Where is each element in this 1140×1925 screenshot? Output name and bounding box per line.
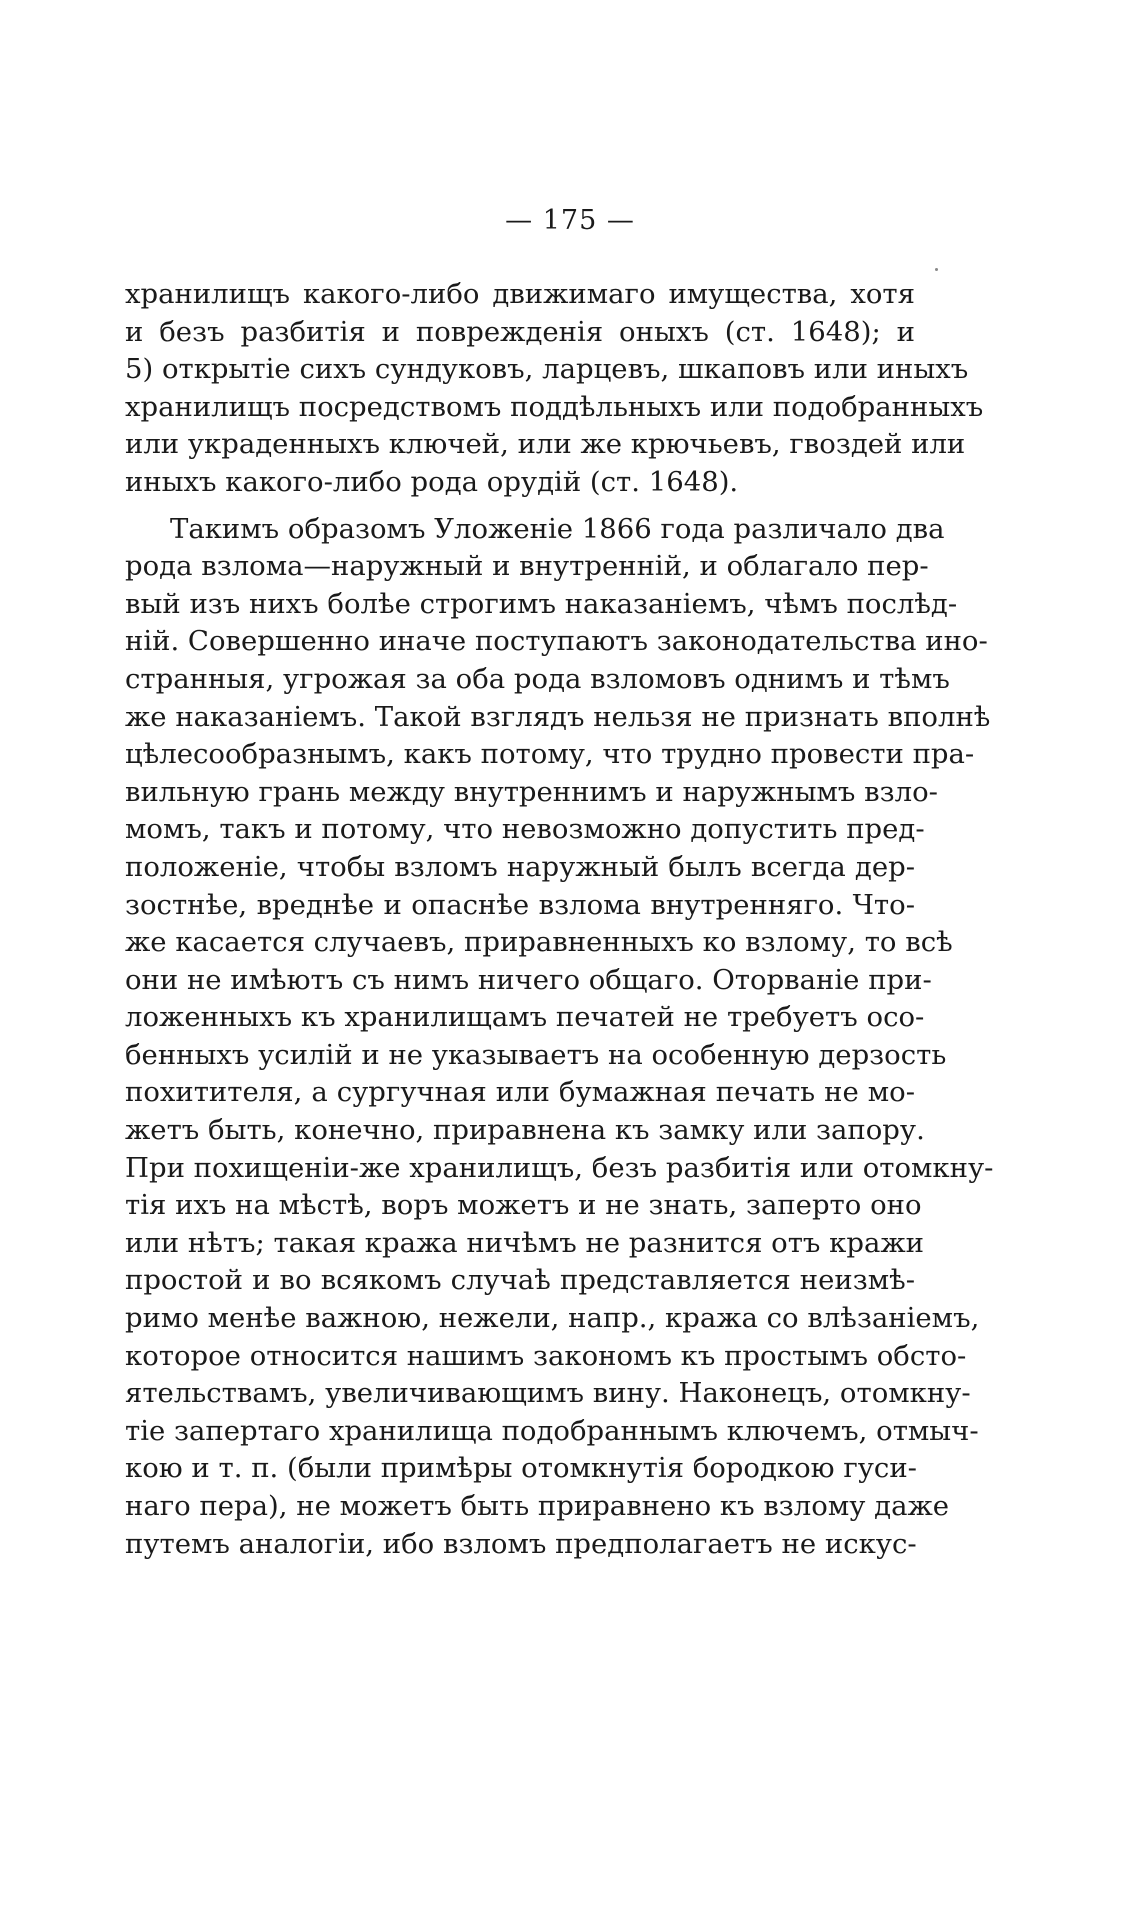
- text-line: иныхъ какого-либо рода орудій (ст. 1648).: [125, 465, 739, 498]
- paragraph-2: [125, 511, 994, 1564]
- text-line: похитителя, а сургучная или бумажная печать не мо-: [125, 1076, 915, 1109]
- text-line: римо менѣе важною, нежели, напр., кража со влѣзаніемъ,: [125, 1302, 980, 1335]
- text-line: странныя, угрожая за оба рода взломовъ однимъ и тѣмъ: [125, 662, 950, 695]
- text-line: зостнѣе, вреднѣе и опаснѣе взлома внутренняго. Что-: [125, 888, 915, 921]
- text-line: хранилищъ какого-либо движимаго имущества, хотя: [125, 278, 915, 310]
- text-line: Такимъ образомъ Уложеніе 1866 года различало два: [170, 512, 945, 545]
- text-line: же наказаніемъ. Такой взглядъ нельзя не признать вполнѣ: [125, 700, 991, 733]
- text-line: и безъ разбитія и поврежденія оныхъ (ст. 1648); и: [125, 315, 915, 348]
- text-line: ложенныхъ къ хранилищамъ печатей не требуетъ осо-: [125, 1001, 925, 1034]
- paragraph-gap: [125, 502, 915, 511]
- text-line: рода взлома—наружный и внутренній, и облагало пер-: [125, 550, 929, 583]
- paragraph-1: [125, 276, 984, 502]
- text-line: вый изъ нихъ болѣе строгимъ наказаніемъ, чѣмъ послѣд-: [125, 587, 958, 620]
- text-line: или нѣтъ; такая кража ничѣмъ не разнится отъ кражи: [125, 1226, 924, 1259]
- text-line: тіе запертаго хранилища подобраннымъ ключемъ, отмыч-: [125, 1414, 979, 1447]
- text-line: ній. Совершенно иначе поступаютъ законодательства ино-: [125, 625, 988, 658]
- text-line: которое относится нашимъ закономъ къ простымъ обсто-: [125, 1339, 967, 1372]
- text-line: вильную грань между внутреннимъ и наружнымъ взло-: [125, 775, 938, 808]
- text-line: они не имѣютъ съ нимъ ничего общаго. Оторваніе при-: [125, 963, 932, 996]
- text-line: или украденныхъ ключей, или же крючьевъ, гвоздей или: [125, 428, 966, 461]
- text-line: момъ, такъ и потому, что невозможно допустить пред-: [125, 813, 925, 846]
- text-line: путемъ аналогіи, ибо взломъ предполагаетъ не искус-: [125, 1527, 917, 1560]
- text-line: ятельствамъ, увеличивающимъ вину. Наконецъ, отомкну-: [125, 1377, 971, 1410]
- text-line: При похищеніи-же хранилищъ, безъ разбитія или отомкну-: [125, 1151, 994, 1184]
- paper-speck: [935, 268, 938, 271]
- text-line: 5) открытіе сихъ сундуковъ, ларцевъ, шкаповъ или иныхъ: [125, 353, 969, 386]
- text-line: тія ихъ на мѣстѣ, воръ можетъ и не знать, заперто оно: [125, 1189, 922, 1222]
- text-line: же касается случаевъ, приравненныхъ ко взлому, то всѣ: [125, 926, 953, 959]
- text-line: наго пера), не можетъ быть приравнено къ взлому даже: [125, 1490, 950, 1522]
- text-line: хранилищъ посредствомъ поддѣльныхъ или подобранныхъ: [125, 390, 984, 423]
- text-line: простой и во всякомъ случаѣ представляется неизмѣ-: [125, 1264, 915, 1297]
- text-line: кою и т. п. (были примѣры отомкнутія бородкою гуси-: [125, 1452, 917, 1485]
- text-line: бенныхъ усилій и не указываетъ на особенную дерзость: [125, 1038, 947, 1071]
- text-line: цѣлесообразнымъ, какъ потому, что трудно провести пра-: [125, 738, 975, 771]
- page-number: — 175 —: [505, 205, 635, 236]
- text-line: жетъ быть, конечно, приравнена къ замку или запору.: [125, 1114, 925, 1147]
- text-line: положеніе, чтобы взломъ наружный былъ всегда дер-: [125, 850, 915, 883]
- body-text: [125, 276, 994, 1563]
